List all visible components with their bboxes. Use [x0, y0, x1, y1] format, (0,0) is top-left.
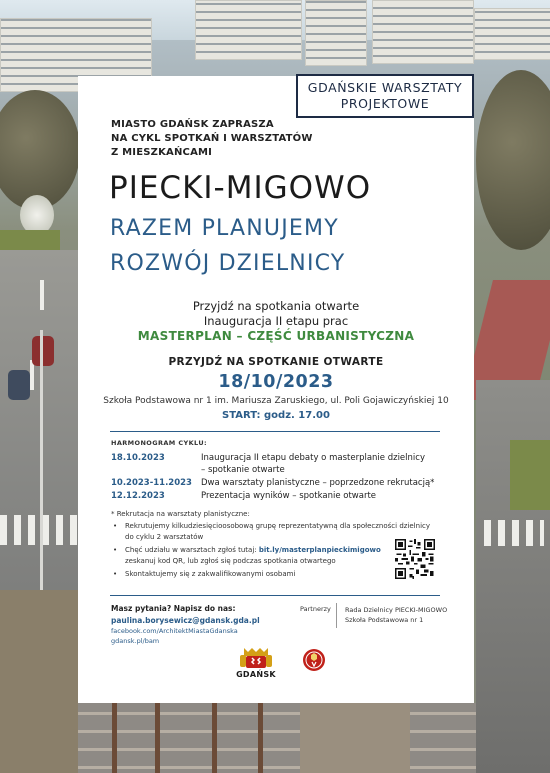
schedule-date: 10.2023-11.2023: [111, 478, 192, 488]
gdansk-logo-text: GDAŃSK: [236, 670, 276, 679]
subtitle-line: RAZEM PLANUJEMY: [110, 216, 339, 241]
meeting-date: 18/10/2023: [218, 372, 334, 392]
rail: [112, 703, 117, 773]
rail-tie: [78, 730, 476, 733]
bullet-dot: •: [113, 570, 118, 578]
schedule-text: Inauguracja II etapu debaty o masterplanie dzielnicy: [201, 453, 425, 463]
facebook-link[interactable]: facebook.com/ArchitektMiastaGdanska: [111, 627, 238, 635]
contact-email-link[interactable]: paulina.borysewicz@gdansk.gda.pl: [111, 616, 260, 625]
page-title: PIECKI-MIGOWO: [109, 170, 372, 206]
crosswalk: [484, 520, 544, 546]
meeting-place: Szkoła Podstawowa nr 1 im. Mariusza Zaruskiego, ul. Poli Gojawiczyńskiej 10: [103, 396, 449, 406]
schedule-date: 18.10.2023: [111, 453, 165, 463]
contact-heading: Masz pytania? Napisz do nas:: [111, 604, 236, 613]
website-link[interactable]: gdansk.pl/bam: [111, 637, 160, 645]
lane-marking: [40, 280, 44, 310]
divider: [110, 431, 440, 432]
crosswalk: [0, 515, 78, 545]
intro-line: MIASTO GDAŃSK ZAPRASZA: [111, 119, 274, 130]
rail-tie: [78, 712, 476, 715]
schedule-item: [111, 478, 434, 488]
bullet-line: zeskanuj kod QR, lub zgłoś się podczas spotkania otwartego: [125, 556, 336, 565]
qr-code-icon[interactable]: [395, 539, 435, 579]
schedule-item: [111, 491, 376, 501]
recruitment-bullet: [113, 545, 381, 565]
apartment-block: [195, 0, 302, 60]
street-lamp: [40, 330, 43, 590]
rail-tie: [78, 748, 476, 751]
signup-link[interactable]: bit.ly/masterplanpieckimigowo: [258, 546, 381, 554]
invite-text: [78, 299, 474, 329]
recruitment-bullet: [113, 569, 296, 580]
rail: [212, 703, 217, 773]
invite-line: Inauguracja II etapu prac: [203, 314, 349, 328]
gdansk-crest-icon: [238, 646, 274, 670]
schedule-text: Prezentacja wyników – spotkanie otwarte: [201, 491, 377, 501]
dry-verge: [0, 590, 78, 773]
rail: [155, 703, 160, 773]
apartment-block: [305, 0, 367, 66]
car: [8, 370, 30, 400]
partners-list: [345, 605, 447, 625]
district-council-seal-icon: [302, 646, 326, 676]
apartment-block: [474, 8, 550, 60]
gravel: [300, 703, 410, 773]
schedule-item: [111, 453, 425, 463]
invitation-intro: [111, 118, 313, 160]
schedule-text-cont: – spotkanie otwarte: [201, 465, 285, 475]
banner-line: PROJEKTOWE: [340, 96, 430, 111]
meeting-start: START: godz. 17.00: [222, 410, 330, 421]
tree: [476, 70, 550, 250]
partner-name: Szkoła Podstawowa nr 1: [345, 616, 424, 624]
rail-tie: [78, 766, 476, 769]
grass: [510, 440, 550, 510]
invite-line: Przyjdź na spotkania otwarte: [192, 299, 360, 313]
workshop-banner: [296, 74, 474, 118]
banner-line: GDAŃSKIE WARSZTATY: [307, 80, 463, 95]
apartment-block: [372, 0, 474, 64]
intro-line: Z MIESZKAŃCAMI: [111, 147, 213, 158]
car: [32, 336, 54, 366]
schedule-text: Dwa warsztaty planistyczne – poprzedzone rekrutacją*: [201, 478, 435, 488]
partners-divider: [336, 603, 337, 628]
blossom-tree: [20, 195, 54, 235]
road-right: [476, 380, 550, 773]
recruitment-bullet: [113, 521, 431, 541]
intro-line: NA CYKL SPOTKAŃ I WARSZTATÓW: [111, 133, 313, 144]
subtitle-line: ROZWÓJ DZIELNICY: [110, 251, 346, 276]
partner-name: Rada Dzielnicy PIECKI-MIGOWO: [345, 606, 448, 614]
divider: [110, 595, 440, 596]
partners-label: Partnerzy: [300, 605, 331, 613]
tree: [0, 90, 80, 210]
bullet-line: Rekrutujemy kilkudziesięcioosobową grupę reprezentatywną dla społeczności dzielnicy: [125, 522, 431, 530]
recruitment-heading: * Rekrutacja na warsztaty planistyczne:: [111, 510, 250, 518]
bullet-dot: •: [113, 546, 118, 554]
bullet-line: Skontaktujemy się z zakwalifikowanymi osobami: [125, 570, 296, 578]
bullet-dot: •: [113, 522, 118, 530]
schedule-date: 12.12.2023: [111, 491, 165, 501]
masterplan-label: MASTERPLAN – CZĘŚĆ URBANISTYCZNA: [137, 329, 415, 343]
rail: [258, 703, 263, 773]
meeting-heading: PRZYJDŹ NA SPOTKANIE OTWARTE: [168, 356, 384, 368]
bullet-line: Chęć udziału w warsztach zgłoś tutaj:: [125, 546, 259, 554]
bullet-line: do cyklu 2 warsztatów: [125, 532, 204, 541]
schedule-heading: HARMONOGRAM CYKLU:: [111, 439, 208, 447]
